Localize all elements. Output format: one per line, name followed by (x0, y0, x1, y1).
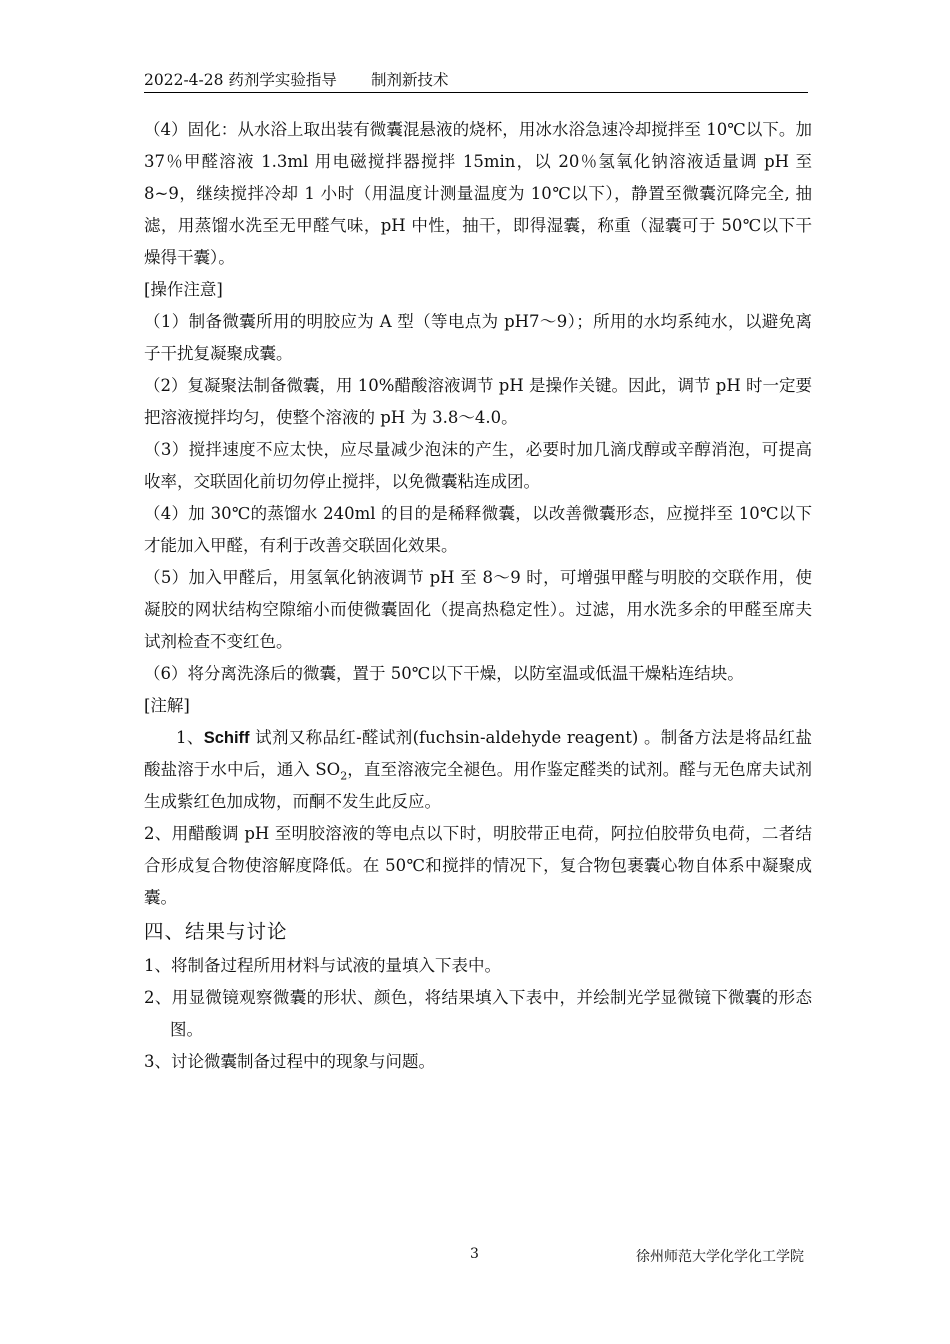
note-item-2: （2）复凝聚法制备微囊，用 10%醋酸溶液调节 pH 是操作关键。因此，调节 pH 时一定要把溶液搅拌均匀，使整个溶液的 pH 为 3.8～4.0。 (144, 376, 812, 427)
note-item-3: （3）搅拌速度不应太快，应尽量减少泡沫的产生，必要时加几滴戊醇或辛醇消泡，可提高收率，交联固化前切勿停止搅拌，以免微囊粘连成团。 (144, 440, 812, 491)
annotation1-subscript: 2 (340, 769, 348, 783)
annotation-item-2: 2、用醋酸调 pH 至明胶溶液的等电点以下时，明胶带正电荷，阿拉伯胶带负电荷，二者结合形成复合物使溶解度降低。在 50℃和搅拌的情况下，复合物包裹囊心物自体系中凝聚成囊。 (144, 824, 812, 907)
page-header (144, 66, 808, 93)
section-title: 四、结果与讨论 (144, 920, 288, 943)
note-item-5: （5）加入甲醛后，用氢氧化钠液调节 pH 至 8～9 时，可增强甲醛与明胶的交联作用，使凝胶的网状结构空隙缩小而使微囊固化（提高热稳定性）。过滤，用水洗多余的甲醛至席夫试剂检查不变红色。 (144, 568, 812, 651)
page-number: 3 (470, 1246, 479, 1262)
page-content (144, 114, 812, 1078)
result-item-3: 3、讨论微囊制备过程中的现象与问题。 (144, 1052, 435, 1071)
annotation1-text-2: ，直至溶液完全褪色。用作鉴定醛类的试剂。醛与无色席夫试剂生成紫红色加成物，而酮不发生此反应。 (144, 760, 813, 811)
note-item-6: （6）将分离洗涤后的微囊，置于 50℃以下干燥，以防室温或低温干燥粘连结块。 (144, 664, 744, 683)
footer-institution: 徐州师范大学化学化工学院 (636, 1249, 804, 1265)
note-item-1: （1）制备微囊所用的明胶应为 A 型（等电点为 pH7～9）；所用的水均系纯水，以避免离子干扰复凝聚成囊。 (144, 312, 812, 363)
step4-solidify-paragraph: （4）固化：从水浴上取出装有微囊混悬液的烧杯，用冰水浴急速冷却搅拌至 10℃以下。加 37％甲醛溶液 1.3ml 用电磁搅拌器搅拌 15min，以 20％氢氧化钠溶液适量调 pH 至 8~9，继续搅拌冷却 1 小时（用温度计测量温度为 10℃以下），静置至微囊沉降完全, 抽滤，用蒸馏水洗至无甲醛气味，pH 中性，抽干，即得湿囊，称重（湿囊可于 50℃以下干燥得干囊）。 (144, 120, 812, 267)
annotation1-prefix: 1、 (176, 728, 204, 747)
note-item-4: （4）加 30℃的蒸馏水 240ml 的目的是稀释微囊，以改善微囊形态，应搅拌至 10℃以下才能加入甲醛，有利于改善交联固化效果。 (144, 504, 812, 555)
header-chapter: 制剂新技术 (371, 71, 449, 89)
result-item-1: 1、将制备过程所用材料与试液的量填入下表中。 (144, 956, 501, 975)
notes-heading: [操作注意] (144, 280, 223, 299)
annotation1-text-1: 试剂又称品红-醛试剂(fuchsin-aldehyde reagent) 。制备方法是将品红盐酸盐溶于水中后，通入 SO (144, 728, 813, 779)
header-date-title: 2022-4-28 药剂学实验指导 (144, 71, 337, 89)
annotation1-bold-term: Schiff (203, 729, 250, 747)
annotation-heading: [注解] (144, 696, 190, 715)
annotation-item-1 (144, 722, 812, 818)
result-item-2: 2、用显微镜观察微囊的形状、颜色，将结果填入下表中，并绘制光学显微镜下微囊的形态图。 (144, 988, 812, 1039)
